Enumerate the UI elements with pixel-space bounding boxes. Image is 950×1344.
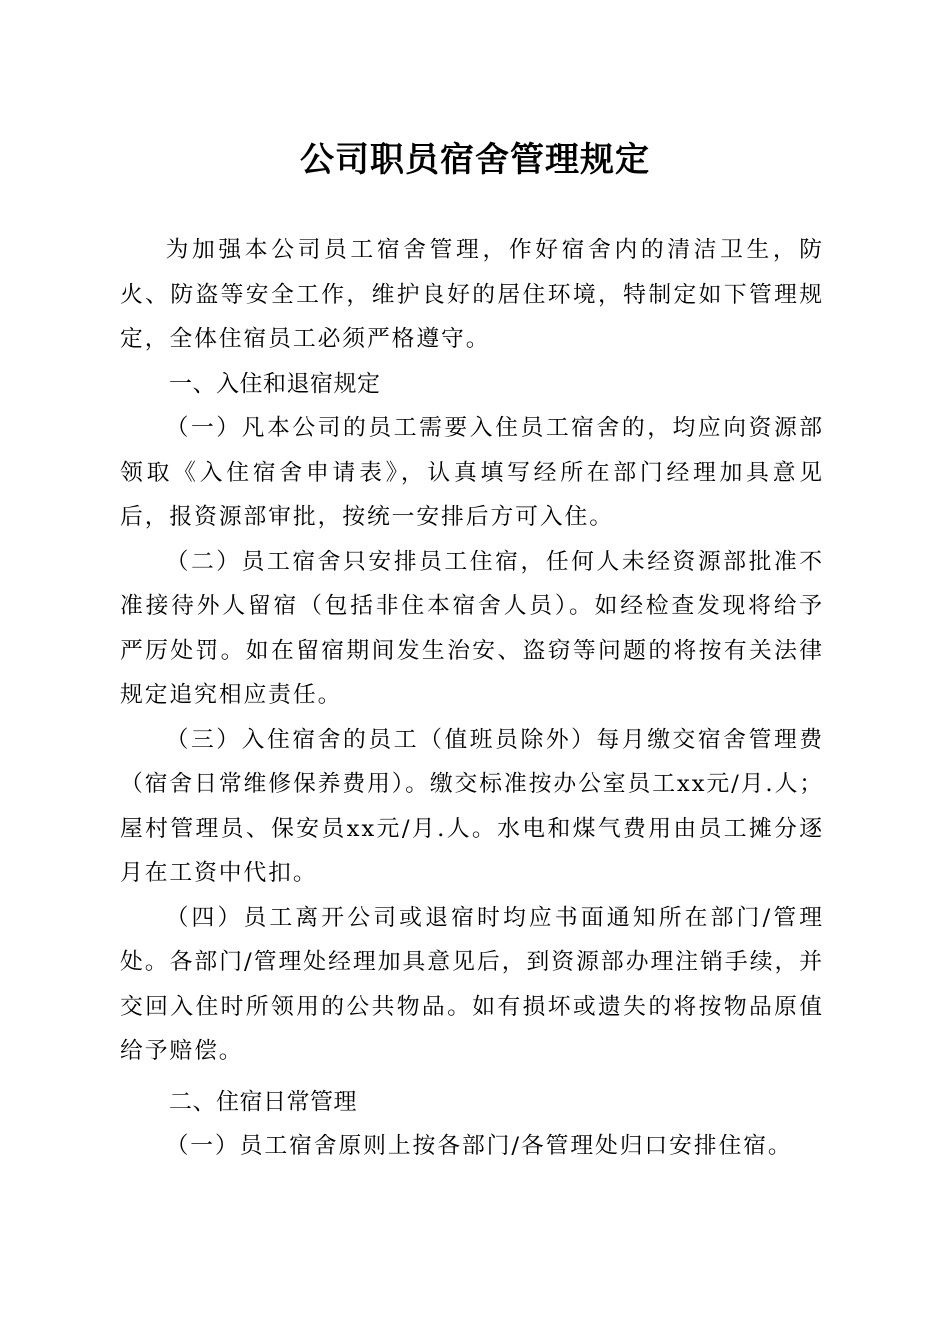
intro-paragraph: 为加强本公司员工宿舍管理，作好宿舍内的清洁卫生，防火、防盗等安全工作，维护良好的居住环境，特制定如下管理规定，全体住宿员工必须严格遵守。 [120, 237, 824, 352]
section-1-paragraph-2: （二）员工宿舍只安排员工住宿，任何人未经资源部批准不准接待外人留宿（包括非住本宿舍人员）。如经检查发现将给予严厉处罚。如在留宿期间发生治安、盗窃等问题的将按有关法律规定追究相应责任。 [120, 548, 824, 708]
document-title: 公司职员宿舍管理规定 [300, 140, 650, 180]
section-2-paragraph-1: （一）员工宿舍原则上按各部门/各管理处归口安排住宿。 [165, 1133, 793, 1159]
section-1-paragraph-3: （三）入住宿舍的员工（值班员除外）每月缴交宿舍管理费（宿舍日常维修保养费用）。缴交标准按办公室员工xx元/月.人；屋村管理员、保安员xx元/月.人。水电和煤气费用由员工摊分逐月在工资中代扣。 [120, 726, 824, 886]
section-1-paragraph-1: （一）凡本公司的员工需要入住员工宿舍的，均应向资源部领取《入住宿舍申请表》，认真填写经所在部门经理加具意见后，报资源部审批，按统一安排后方可入住。 [120, 415, 824, 530]
section-1-paragraph-4: （四）员工离开公司或退宿时均应书面通知所在部门/管理处。各部门/管理处经理加具意见后，到资源部办理注销手续，并交回入住时所领用的公共物品。如有损坏或遗失的将按物品原值给予赔偿。 [120, 904, 824, 1064]
section-heading-daily: 二、住宿日常管理 [169, 1088, 357, 1115]
document-body [120, 228, 824, 1169]
section-heading-checkin: 一、入住和退宿规定 [169, 370, 381, 397]
